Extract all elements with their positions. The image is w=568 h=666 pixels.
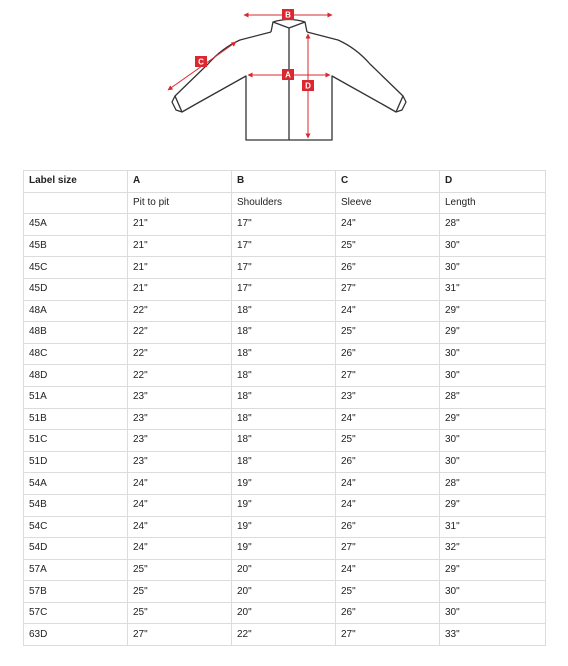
- table-header-row: [24, 171, 546, 193]
- measurement-cell: 23": [336, 386, 440, 408]
- measurement-cell: 27": [336, 365, 440, 387]
- table-row: [24, 278, 546, 300]
- label-size-cell: 45C: [24, 257, 128, 279]
- measurement-cell: 19": [232, 494, 336, 516]
- measurement-cell: 25": [336, 322, 440, 344]
- measurement-cell: 24": [336, 408, 440, 430]
- table-row: [24, 430, 546, 452]
- measurement-cell: 23": [128, 430, 232, 452]
- label-size-cell: 54C: [24, 516, 128, 538]
- table-row: [24, 602, 546, 624]
- measurement-cell: 32": [440, 538, 546, 560]
- subheader-cell: Sleeve: [336, 192, 440, 214]
- measurement-cell: 17": [232, 278, 336, 300]
- size-chart-table: [23, 170, 546, 646]
- label-size-cell: 48A: [24, 300, 128, 322]
- table-row: [24, 257, 546, 279]
- measurement-cell: 29": [440, 408, 546, 430]
- table-row: [24, 386, 546, 408]
- measurement-cell: 22": [128, 322, 232, 344]
- measurement-cell: 19": [232, 538, 336, 560]
- table-row: [24, 516, 546, 538]
- measurement-cell: 18": [232, 365, 336, 387]
- table-row: [24, 235, 546, 257]
- measurement-cell: 23": [128, 408, 232, 430]
- subheader-cell: Shoulders: [232, 192, 336, 214]
- jacket-measurement-diagram: [160, 4, 410, 148]
- svg-text:D: D: [305, 81, 311, 91]
- measurement-cell: 17": [232, 214, 336, 236]
- measurement-cell: 24": [336, 559, 440, 581]
- table-row: [24, 624, 546, 646]
- measurement-cell: 18": [232, 408, 336, 430]
- table-row: [24, 300, 546, 322]
- measurement-cell: 30": [440, 581, 546, 603]
- measurement-cell: 18": [232, 430, 336, 452]
- label-size-cell: 48D: [24, 365, 128, 387]
- measurement-cell: 28": [440, 386, 546, 408]
- table-row: [24, 559, 546, 581]
- table-row: [24, 408, 546, 430]
- measurement-cell: 25": [128, 581, 232, 603]
- header-cell: Label size: [24, 171, 128, 193]
- measurement-cell: 17": [232, 235, 336, 257]
- measurement-cell: 21": [128, 278, 232, 300]
- marker-c: [195, 56, 207, 67]
- measurement-cell: 22": [128, 300, 232, 322]
- measurement-cell: 27": [128, 624, 232, 646]
- measurement-cell: 25": [336, 430, 440, 452]
- label-size-cell: 45A: [24, 214, 128, 236]
- subheader-cell: [24, 192, 128, 214]
- measurement-cell: 26": [336, 343, 440, 365]
- svg-text:A: A: [285, 70, 291, 80]
- label-size-cell: 57C: [24, 602, 128, 624]
- table-row: [24, 322, 546, 344]
- measurement-cell: 29": [440, 300, 546, 322]
- measurement-cell: 24": [336, 300, 440, 322]
- measurement-cell: 24": [128, 494, 232, 516]
- header-cell: A: [128, 171, 232, 193]
- measurement-cell: 19": [232, 473, 336, 495]
- svg-text:C: C: [198, 57, 204, 67]
- measurement-cell: 24": [128, 538, 232, 560]
- label-size-cell: 51B: [24, 408, 128, 430]
- table-subheader-row: [24, 192, 546, 214]
- measurement-cell: 30": [440, 451, 546, 473]
- measurement-cell: 20": [232, 559, 336, 581]
- measurement-cell: 18": [232, 386, 336, 408]
- marker-b: [282, 9, 294, 20]
- label-size-cell: 57B: [24, 581, 128, 603]
- measurement-cell: 31": [440, 278, 546, 300]
- table-row: [24, 538, 546, 560]
- measurement-cell: 24": [336, 214, 440, 236]
- measurement-cell: 23": [128, 451, 232, 473]
- measurement-cell: 28": [440, 214, 546, 236]
- marker-d: [302, 80, 314, 91]
- measurement-cell: 24": [336, 494, 440, 516]
- measurement-cell: 21": [128, 214, 232, 236]
- header-cell: D: [440, 171, 546, 193]
- measurement-cell: 27": [336, 538, 440, 560]
- measurement-cell: 26": [336, 516, 440, 538]
- measurement-cell: 29": [440, 322, 546, 344]
- label-size-cell: 45B: [24, 235, 128, 257]
- measurement-cell: 18": [232, 343, 336, 365]
- measurement-cell: 25": [336, 581, 440, 603]
- measurement-cell: 28": [440, 473, 546, 495]
- measurement-cell: 30": [440, 257, 546, 279]
- measurement-cell: 23": [128, 386, 232, 408]
- measurement-cell: 22": [232, 624, 336, 646]
- measurement-cell: 30": [440, 365, 546, 387]
- measurement-cell: 25": [128, 559, 232, 581]
- measurement-cell: 33": [440, 624, 546, 646]
- label-size-cell: 51C: [24, 430, 128, 452]
- measurement-cell: 21": [128, 235, 232, 257]
- table-row: [24, 214, 546, 236]
- measurement-cell: 26": [336, 257, 440, 279]
- label-size-cell: 54A: [24, 473, 128, 495]
- measurement-cell: 24": [128, 473, 232, 495]
- measurement-cell: 22": [128, 365, 232, 387]
- measurement-cell: 20": [232, 581, 336, 603]
- label-size-cell: 48B: [24, 322, 128, 344]
- measurement-cell: 30": [440, 430, 546, 452]
- measurement-arrows: [168, 15, 332, 138]
- label-size-cell: 63D: [24, 624, 128, 646]
- marker-a: [282, 69, 294, 80]
- measurement-cell: 26": [336, 602, 440, 624]
- svg-text:B: B: [285, 10, 291, 20]
- header-cell: C: [336, 171, 440, 193]
- measurement-cell: 27": [336, 624, 440, 646]
- label-size-cell: 48C: [24, 343, 128, 365]
- subheader-cell: Length: [440, 192, 546, 214]
- measurement-cell: 22": [128, 343, 232, 365]
- measurement-cell: 18": [232, 451, 336, 473]
- measurement-cell: 30": [440, 235, 546, 257]
- label-size-cell: 54B: [24, 494, 128, 516]
- measurement-cell: 30": [440, 602, 546, 624]
- measurement-cell: 17": [232, 257, 336, 279]
- label-size-cell: 51A: [24, 386, 128, 408]
- subheader-cell: Pit to pit: [128, 192, 232, 214]
- measurement-cell: 21": [128, 257, 232, 279]
- label-size-cell: 57A: [24, 559, 128, 581]
- measurement-cell: 27": [336, 278, 440, 300]
- measurement-cell: 29": [440, 559, 546, 581]
- header-cell: B: [232, 171, 336, 193]
- measurement-cell: 26": [336, 451, 440, 473]
- measurement-cell: 18": [232, 322, 336, 344]
- measurement-cell: 19": [232, 516, 336, 538]
- measurement-cell: 20": [232, 602, 336, 624]
- label-size-cell: 54D: [24, 538, 128, 560]
- table-row: [24, 343, 546, 365]
- table-row: [24, 581, 546, 603]
- measurement-cell: 24": [336, 473, 440, 495]
- jacket-icon: [160, 4, 410, 148]
- table-row: [24, 451, 546, 473]
- label-size-cell: 45D: [24, 278, 128, 300]
- measurement-cell: 18": [232, 300, 336, 322]
- measurement-cell: 29": [440, 494, 546, 516]
- measurement-cell: 31": [440, 516, 546, 538]
- label-size-cell: 51D: [24, 451, 128, 473]
- measurement-cell: 25": [336, 235, 440, 257]
- measurement-cell: 25": [128, 602, 232, 624]
- measurement-cell: 24": [128, 516, 232, 538]
- table-row: [24, 473, 546, 495]
- table-row: [24, 494, 546, 516]
- table-row: [24, 365, 546, 387]
- measurement-cell: 30": [440, 343, 546, 365]
